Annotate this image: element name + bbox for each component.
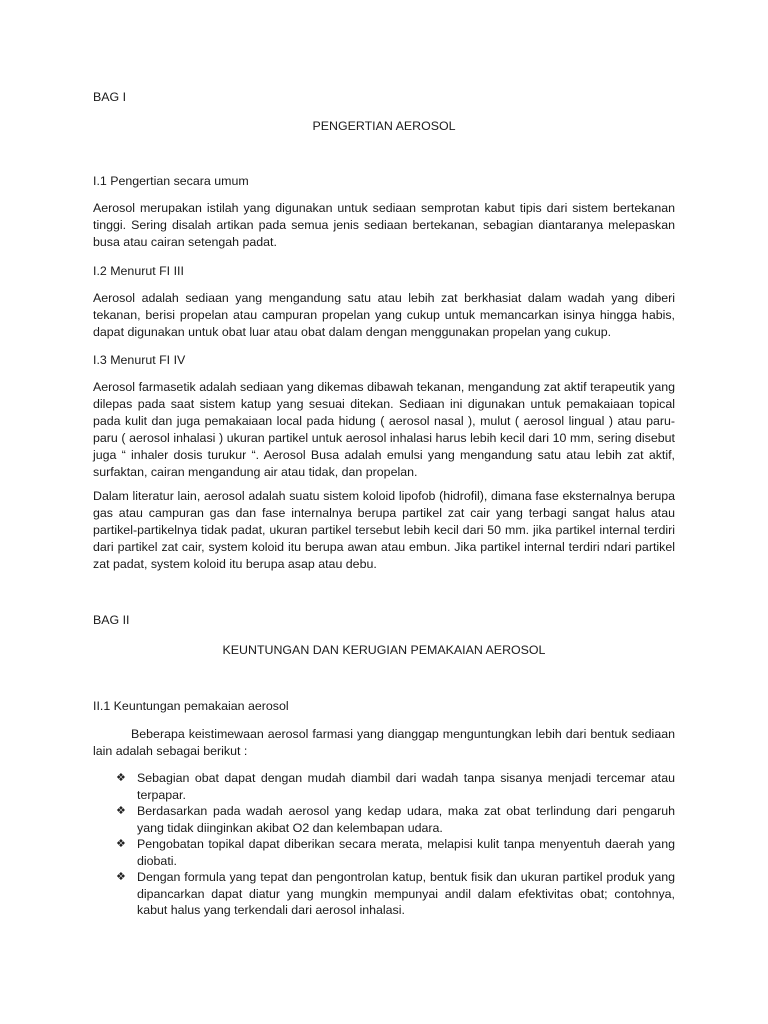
- section-1-3-paragraph-1: Aerosol farmasetik adalah sediaan yang dikemas dibawah tekanan, mengandung zat aktif terapeutik yang dilepas pada saat sistem katup yang sesuai ditekan. Sediaan ini digunakan untuk pemakaiaan topical pada kulit dan juga pemakaiaan local pada hidung ( aerosol nasal ), mulut ( aerosol lingual ) atau paru-paru ( aerosol inhalasi ) ukuran partikel untuk aerosol inhalasi harus lebih kecil dari 10 mm, sering disebut juga “ inhaler dosis turukur “. Aerosol Busa adalah emulsi yang mengandung satu atau lebih zat aktif, surfaktan, cairan mengandung air atau tidak, dan propelan.: [93, 380, 675, 479]
- chapter-1-label: BAG I: [93, 90, 127, 104]
- list-item-text: Sebagian obat dapat dengan mudah diambil dari wadah tanpa sisanya menjadi tercemar atau terpapar.: [137, 771, 675, 802]
- list-item: [93, 770, 675, 803]
- advantages-list: [93, 770, 675, 919]
- list-item-text: Berdasarkan pada wadah aerosol yang kedap udara, maka zat obat terlindung dari pengaruh yang tidak diinginkan akibat O2 dan kelembapan udara.: [137, 804, 675, 835]
- section-1-1-paragraph: Aerosol merupakan istilah yang digunakan untuk sediaan semprotan kabut tipis dari sistem bertekanan tinggi. Sering disalah artikan pada semua jenis sediaan bertekanan, sebagian diantaranya melepaskan busa atau cairan setengah padat.: [93, 201, 675, 249]
- list-item: [93, 836, 675, 869]
- section-1-2-paragraph: Aerosol adalah sediaan yang mengandung satu atau lebih zat berkhasiat dalam wadah yang diberi tekanan, berisi propelan atau campuran propelan yang cukup untuk memancarkan isinya hingga habis, dapat digunakan untuk obat luar atau obat dalam dengan menggunakan propelan yang cukup.: [93, 291, 675, 339]
- section-1-1-heading: I.1 Pengertian secara umum: [93, 174, 249, 188]
- diamond-bullet-icon: ❖: [116, 838, 126, 850]
- diamond-bullet-icon: ❖: [116, 805, 126, 817]
- diamond-bullet-icon: ❖: [116, 772, 126, 784]
- list-item: [93, 803, 675, 836]
- chapter-1-title: PENGERTIAN AEROSOL: [312, 119, 456, 133]
- diamond-bullet-icon: ❖: [116, 871, 126, 883]
- section-2-1-heading: II.1 Keuntungan pemakaian aerosol: [93, 699, 289, 713]
- chapter-2-title: KEUNTUNGAN DAN KERUGIAN PEMAKAIAN AEROSOL: [222, 643, 546, 657]
- section-1-3-heading: I.3 Menurut FI IV: [93, 353, 186, 367]
- chapter-2-label: BAG II: [93, 613, 130, 627]
- list-item-text: Pengobatan topikal dapat diberikan secara merata, melapisi kulit tanpa menyentuh daerah yang diobati.: [137, 837, 675, 868]
- section-1-2-heading: I.2 Menurut FI III: [93, 264, 184, 278]
- section-2-1-intro: Beberapa keistimewaan aerosol farmasi yang dianggap menguntungkan lebih dari bentuk sediaan lain adalah sebagai berikut :: [93, 727, 675, 758]
- list-item-text: Dengan formula yang tepat dan pengontrolan katup, bentuk fisik dan ukuran partikel produk yang dipancarkan dapat diatur yang mungkin mempunyai andil dalam efektivitas obat; contohnya, kabut halus yang terkendali dari aerosol inhalasi.: [137, 870, 675, 917]
- section-1-3-paragraph-2: Dalam literatur lain, aerosol adalah suatu sistem koloid lipofob (hidrofil), dimana fase eksternalnya berupa gas atau campuran gas dan fase internalnya berupa partikel zat cair yang terbagi sangat halus atau partikel-partikelnya tidak padat, ukuran partikel tersebut lebih kecil dari 50 mm. jika partikel internal terdiri dari partikel zat cair, system koloid itu berupa awan atau embun. Jika partikel internal terdiri ndari partikel zat padat, system koloid itu berupa asap atau debu.: [93, 489, 675, 571]
- list-item: [93, 869, 675, 919]
